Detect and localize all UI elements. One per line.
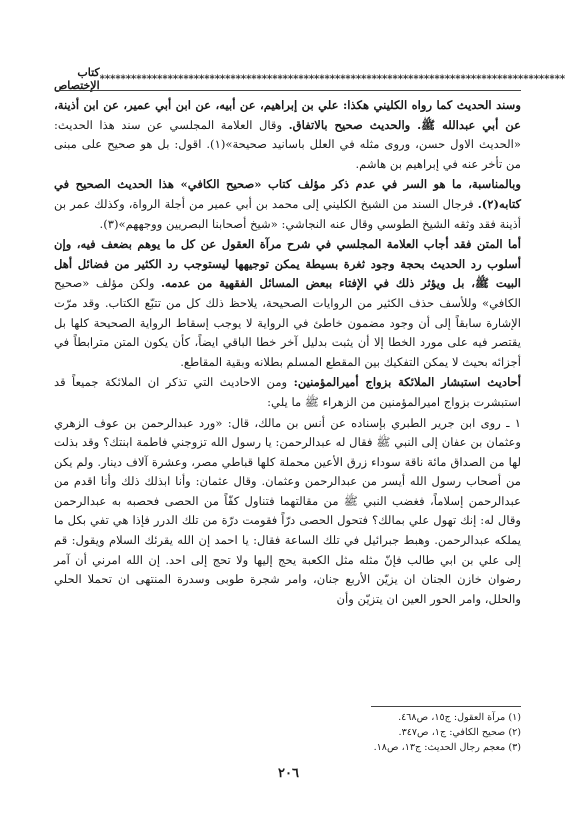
paragraph [54, 414, 521, 610]
paragraph [54, 235, 521, 372]
header-rule [56, 90, 521, 91]
header-title: كتاب الإختصاص [54, 66, 100, 92]
page-number: ٢٠٦ [278, 766, 299, 781]
body-text: ومن الاحاديث التي تذكر ان الملائكة جميعاً قد استبشرت بزواج اميرالمؤمنين من الزهراء ﷺ ما يلي: [54, 375, 521, 409]
footnote: (٢) صحيح الكافي: ج١، ص٣٤٧. [398, 727, 521, 738]
body-text: ١ ـ روى ابن جرير الطبري بإسناده عن أنس بن مالك، قال: «ورد عبدالرحمن بن عوف الزهري وعثمان بن عفان إلى النبي ﷺ فقال له عبدالرحمن: يا رسول الله تزوجني فاطمة ابنتك؟ وقد بذلت لها من الصداق مائة ناقة سوداء زرق الأعين محملة كلها قباطي مصر، وعشرة آلاف دينار. ولم يكن من أصحاب رسول الله أيسر من عبدالرحمن وعثمان. وقال عثمان: وأنا ابذلك ذلك وأنا اقدم من عبدالرحمن إسلاماً، فغضب النبي ﷺ من مقالتهما فتناول كفّاً من الحصى فحصبه به عبدالرحمن وقال له: إنك تهول علي بمالك؟ فتحول الحصى درّاً فقومت درّة من تلك الدرر فإذا هي تفي بكل ما يملكه عبدالرحمن. وهبط جبرائيل في تلك الساعة فقال: يا احمد إن الله يقرئك السلام ويقول: قم إلى علي بن ابي طالب فإنّ مثله مثل الكعبة يحج إليها ولا تحج إلى احد. إن الله امرني أن آمر رضوان خازن الجنان ان يزيّن الأربع جنان، وامر شجرة طوبى وسدرة المنتهى ان تحملا الحلي والحلل، وامر الحور العين ان يتزيّن وأن [54, 415, 521, 606]
body-text: فرجال السند من الشيخ الكليني إلى محمد بن أبي عمير من أجلة الرواة، وكذلك عمر بن أذينة فقد وثقه الشيخ الطوسي وقال عنه النجاشي: «شيخ أصحابنا البصريين ووجههم»(٣). [54, 196, 521, 231]
footnotes [200, 710, 521, 755]
paragraph [54, 373, 521, 412]
main-text [54, 96, 521, 708]
bold-text: وسند الحديث كما رواه الكليني هكذا: علي بن إبراهيم، عن أبيه، عن ابن أبي عمير، عن ابن أذينة، عن أبي عبدالله ﷺ. والحديث صحيح بالاتفاق. [54, 98, 522, 132]
body-text: ولكن مؤلف «صحيح الكافي» وللأسف حذف الكثير من الروايات الصحيحة، يلاحظ ذلك كل من تتبّع الكتاب. وقد مرّت الإشارة سابقاً إلى أن وجود مضمون خاطئ في الرواية لا يوجب إسقاط الرواية الصحيحة كلها بل يقتصر فيه على مورد الخطا إلا أن يثبت بدليل آخر خطا الباقي ايضاً، كأن يكون المتن مترابطاً في أجزائه بحيث لا يمكن التفكيك بين المقطع المسلم بطلانه وبقية المقاطع. [54, 276, 521, 369]
header-stars: ***************************************************************************************** [99, 73, 566, 85]
paragraph [54, 175, 521, 234]
bold-text: وبالمناسبة، ما هو السر في عدم ذكر مؤلف كتاب «صحيح الكافي» هذا الحديث الصحيح في كتابه(٢). [54, 177, 521, 211]
footnote: (١) مرآة العقول: ج١٥، ص٤٦٨. [398, 712, 521, 723]
running-header [54, 66, 566, 92]
paragraph [54, 96, 521, 174]
section-heading: أحاديث استبشار الملائكة بزواج أميرالمؤمنين: [293, 375, 521, 390]
bold-text: أما المتن فقد أجاب العلامة المجلسي في شرح مرآة العقول عن كل ما يوهم بضعف فيه، وإن أسلوب رد الحديث بحجة وجود ثغرة بسيطة يمكن توجيهها ليستوجب رد الكثير من فضائل أهل البيت ﷺ، بل ويؤثر ذلك في الإفتاء ببعض المسائل الفقهية من عدمه. [54, 237, 521, 291]
footnote-rule [371, 706, 521, 707]
footnote: (٣) معجم رجال الحديث: ج١٣، ص١٨. [373, 742, 521, 753]
body-text: وقال العلامة المجلسي عن سند هذا الحديث: «الحديث الاول حسن، وروى مثله في العلل باسانيد صحيحة»(١). اقول: بل هو صحيح على مبنى من تأخر عنه في إبراهيم بن هاشم. [54, 117, 521, 171]
